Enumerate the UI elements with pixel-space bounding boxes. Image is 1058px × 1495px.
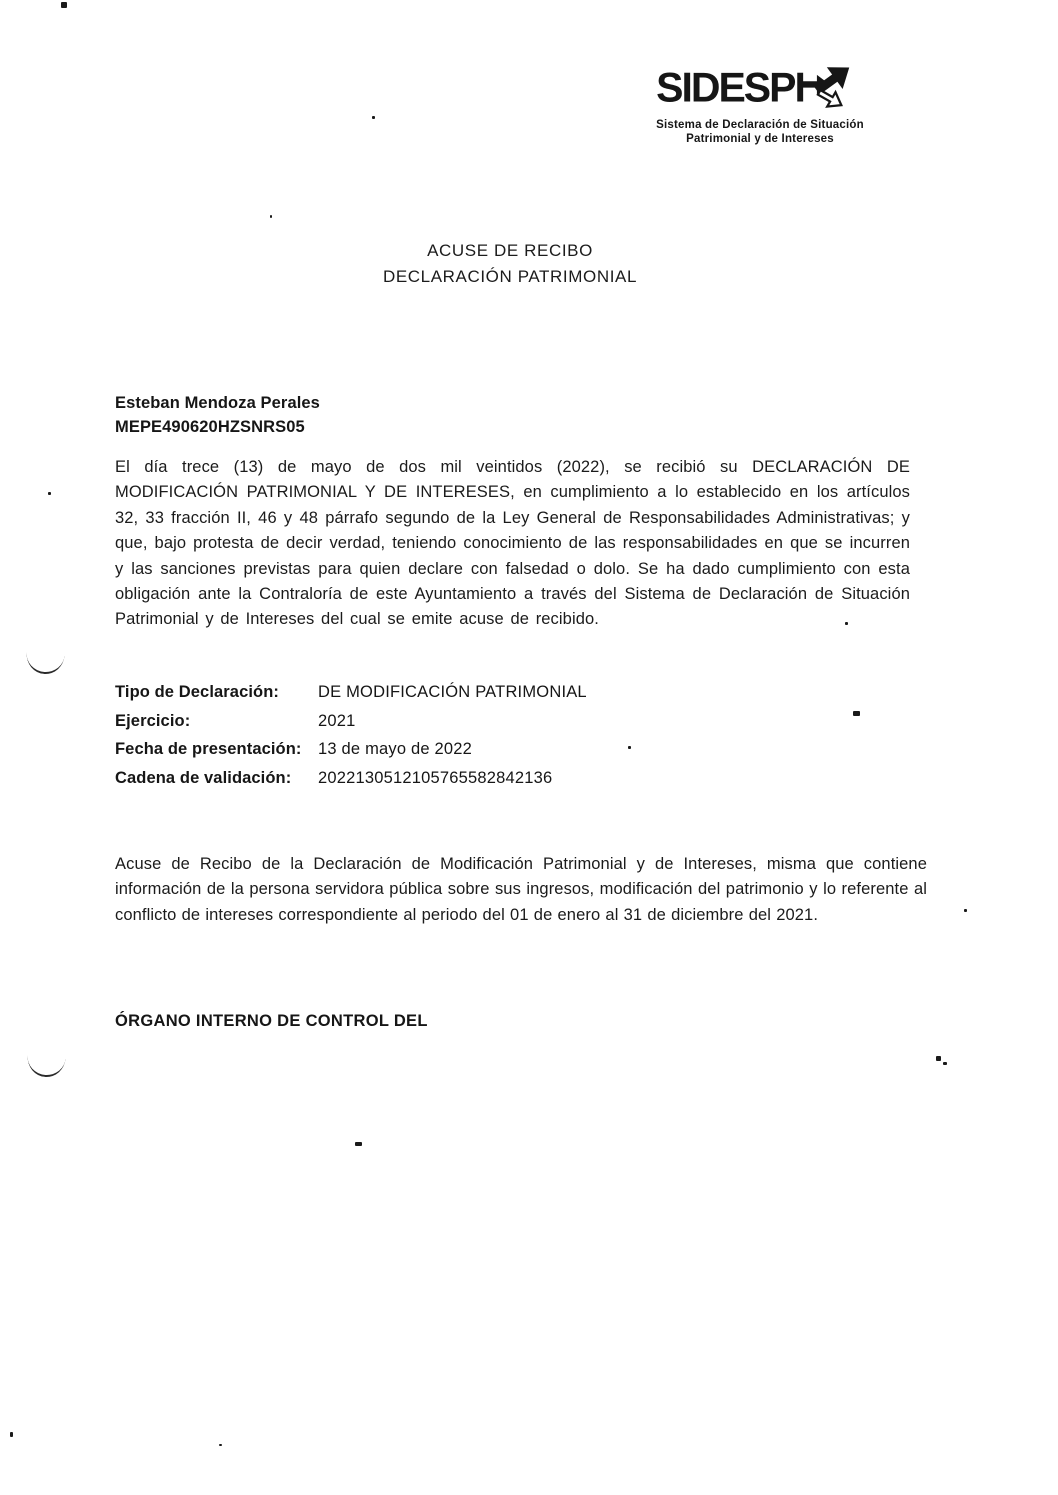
field-value-ejercicio: 2021 bbox=[318, 711, 356, 730]
logo-row bbox=[640, 58, 880, 116]
scan-speck bbox=[964, 909, 967, 912]
logo-tagline-line1: Sistema de Declaración de Situación bbox=[656, 119, 864, 131]
field-row-cadena bbox=[115, 767, 587, 789]
scan-speck bbox=[936, 1056, 941, 1061]
scan-arc-mark bbox=[26, 1054, 65, 1079]
field-label-cadena: Cadena de validación: bbox=[115, 768, 292, 787]
field-row-ejercicio bbox=[115, 710, 587, 732]
scan-speck bbox=[10, 1432, 13, 1437]
title-line2: DECLARACIÓN PATRIMONIAL bbox=[382, 267, 638, 286]
declarant-curp: MEPE490620HZSNRS05 bbox=[115, 418, 305, 436]
field-value-tipo: DE MODIFICACIÓN PATRIMONIAL bbox=[318, 683, 587, 701]
summary-paragraph: Acuse de Recibo de la Declaración de Modificación Patrimonial y de Intereses, misma que contiene información de la persona servidora pública sobre sus ingresos, modificación del patrimonio y lo referente al conflicto de intereses correspondiente al periodo del 01 de enero al 31 de diciembre del 2021. bbox=[115, 855, 927, 924]
sidespi-logo bbox=[640, 58, 880, 146]
title-line1: ACUSE DE RECIBO bbox=[427, 241, 593, 260]
declarant-name: Esteban Mendoza Perales bbox=[115, 394, 320, 412]
organo-interno-heading: ÓRGANO INTERNO DE CONTROL DEL bbox=[115, 1012, 428, 1030]
brand-wordmark: SIDESPI bbox=[656, 63, 804, 110]
scan-arc-mark bbox=[25, 651, 64, 676]
scan-speck bbox=[48, 492, 51, 495]
field-row-tipo bbox=[115, 681, 587, 703]
document-title bbox=[310, 238, 710, 290]
triple-arrow-right-icon bbox=[798, 48, 864, 112]
declaration-fields bbox=[115, 681, 587, 795]
scan-speck bbox=[219, 1444, 222, 1446]
scan-speck bbox=[372, 116, 375, 119]
declarant-block bbox=[115, 391, 320, 439]
field-row-fecha bbox=[115, 738, 587, 760]
scan-speck bbox=[628, 746, 631, 749]
scan-speck bbox=[845, 622, 848, 625]
field-label-tipo: Tipo de Declaración: bbox=[115, 683, 279, 701]
field-value-cadena: 2022130512105765582842136 bbox=[318, 768, 553, 787]
scan-speck bbox=[853, 711, 860, 716]
field-label-fecha: Fecha de presentación: bbox=[115, 740, 302, 758]
logo-tagline-line2: Patrimonial y de Intereses bbox=[686, 133, 834, 145]
scan-speck bbox=[355, 1142, 362, 1146]
scan-speck bbox=[270, 215, 272, 218]
intro-paragraph: El día trece (13) de mayo de dos mil veintidos (2022), se recibió su DECLARACIÓN DE MODIFICACIÓN PATRIMONIAL Y DE INTERESES, en cumplimiento a lo establecido en los artículos 32, 33 fracción II, 46 y 48 párrafo segundo de la Ley General de Responsabilidades Administrativas; y que, bajo protesta de decir verdad, teniendo conocimiento de las responsabilidades en que se incurren y las sanciones previstas para quien declare con falsedad o dolo. Se ha dado cumplimiento con esta obligación ante la Contraloría de este Ayuntamiento a través del Sistema de Declaración de Situación Patrimonial y de Intereses del cual se emite acuse de recibido. bbox=[115, 458, 910, 629]
field-label-ejercicio: Ejercicio: bbox=[115, 711, 191, 730]
scan-speck bbox=[61, 2, 67, 8]
field-value-fecha: 13 de mayo de 2022 bbox=[318, 740, 473, 758]
scan-speck bbox=[943, 1062, 947, 1065]
